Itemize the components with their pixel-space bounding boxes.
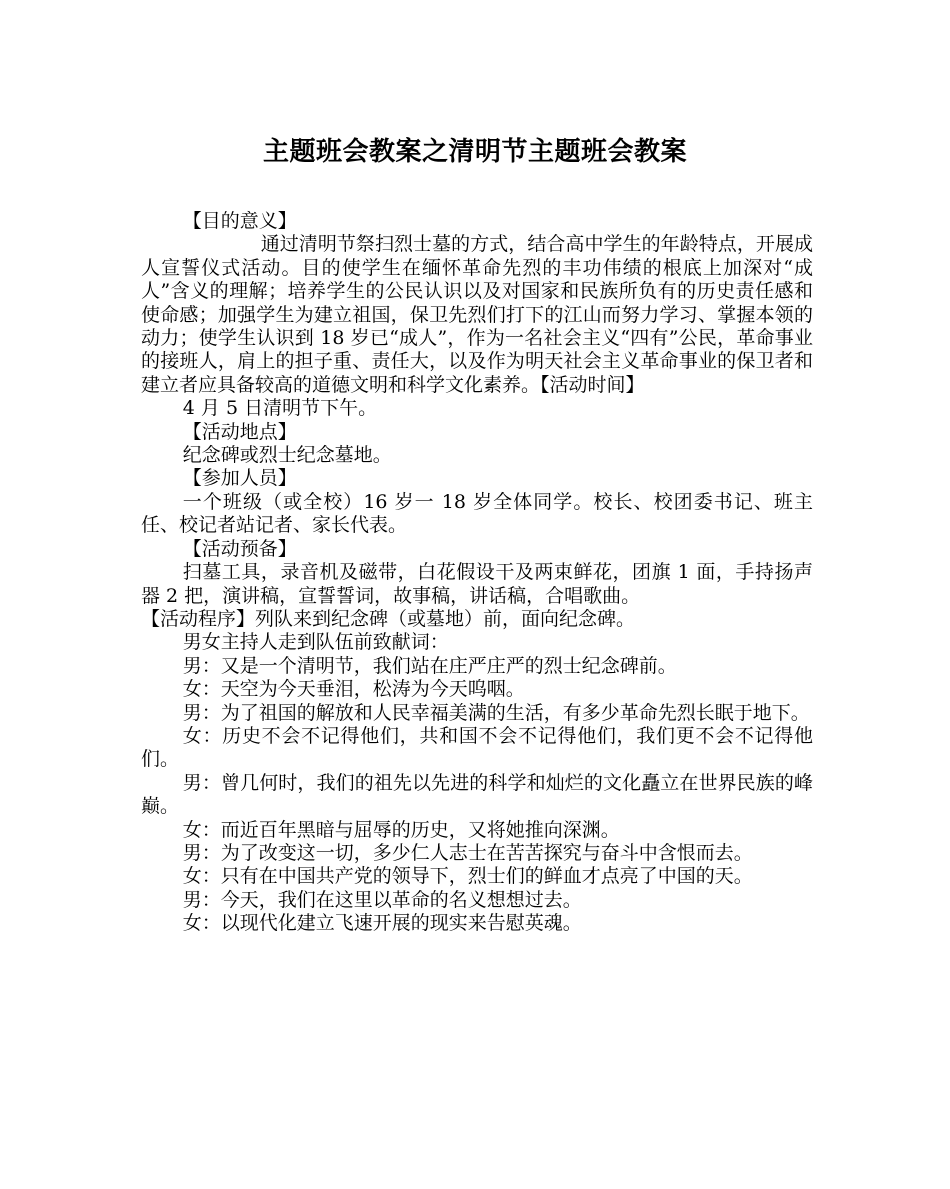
paragraph: 男：为了改变这一切，多少仁人志士在苦苦探究与奋斗中含恨而去。: [182, 841, 753, 864]
paragraph: 男：为了祖国的解放和人民幸福美满的生活，有多少革命先烈长眠于地下。: [182, 701, 810, 724]
paragraph: 纪念碑或烈士纪念墓地。: [182, 444, 392, 467]
paragraph: 通过清明节祭扫烈士墓的方式，结合高中学生的年龄特点，开展成人宣誓仪式活动。目的使学生在缅怀革命先烈的丰功伟绩的根底上加深对“成人”含义的理解；培养学生的公民认识以及对国家和民族所负有的历史责任感和使命感；加强学生为建立祖国，保卫先烈们打下的江山而努力学习、掌握本领的动力；使学生认识到 18 岁已“成人”，作为一名社会主义“四有”公民，革命事业的接班人，肩上的担子重、责任大，以及作为明天社会主义革命事业的保卫者和建立者应具备较高的道德文明和科学文化素养。【活动时间】: [141, 233, 813, 396]
paragraph: 4 月 5 日清明节下午。: [182, 397, 378, 420]
paragraph: 女：以现代化建立飞速开展的现实来告慰英魂。: [182, 912, 582, 935]
paragraph: 女：历史不会不记得他们，共和国不会不记得他们，我们更不会不记得他们。: [141, 724, 813, 771]
document-title: 主题班会教案之清明节主题班会教案: [262, 137, 687, 167]
paragraph: 【活动地点】: [182, 420, 297, 443]
paragraph: 男：曾几何时，我们的祖先以先进的科学和灿烂的文化矗立在世界民族的峰巅。: [141, 771, 813, 818]
paragraph: 男女主持人走到队伍前致献词：: [182, 631, 449, 654]
paragraph: 一个班级（或全校）16 岁一 18 岁全体同学。校长、校团委书记、班主任、校记者站记者、家长代表。: [141, 490, 813, 537]
document-body: [141, 210, 813, 936]
paragraph: 【目的意义】: [182, 210, 297, 232]
paragraph: 女：只有在中国共产党的领导下，烈士们的鲜血才点亮了中国的天。: [182, 865, 753, 888]
paragraph: 【活动程序】列队来到纪念碑（或墓地）前，面向纪念碑。: [141, 607, 636, 630]
paragraph: 【活动预备】: [182, 537, 297, 560]
paragraph: 女：天空为今天垂泪，松涛为今天呜咽。: [182, 678, 525, 701]
paragraph: 男：今天，我们在这里以革命的名义想想过去。: [182, 888, 582, 911]
paragraph: 女：而近百年黑暗与屈辱的历史，又将她推向深渊。: [182, 818, 620, 841]
paragraph: 【参加人员】: [182, 467, 297, 490]
paragraph: 男：又是一个清明节，我们站在庄严庄严的烈士纪念碑前。: [182, 654, 677, 677]
paragraph: 扫墓工具，录音机及磁带，白花假设干及两束鲜花，团旗 1 面，手持扬声器 2 把，演讲稿，宣誓誓词，故事稿，讲话稿，合唱歌曲。: [141, 561, 813, 607]
